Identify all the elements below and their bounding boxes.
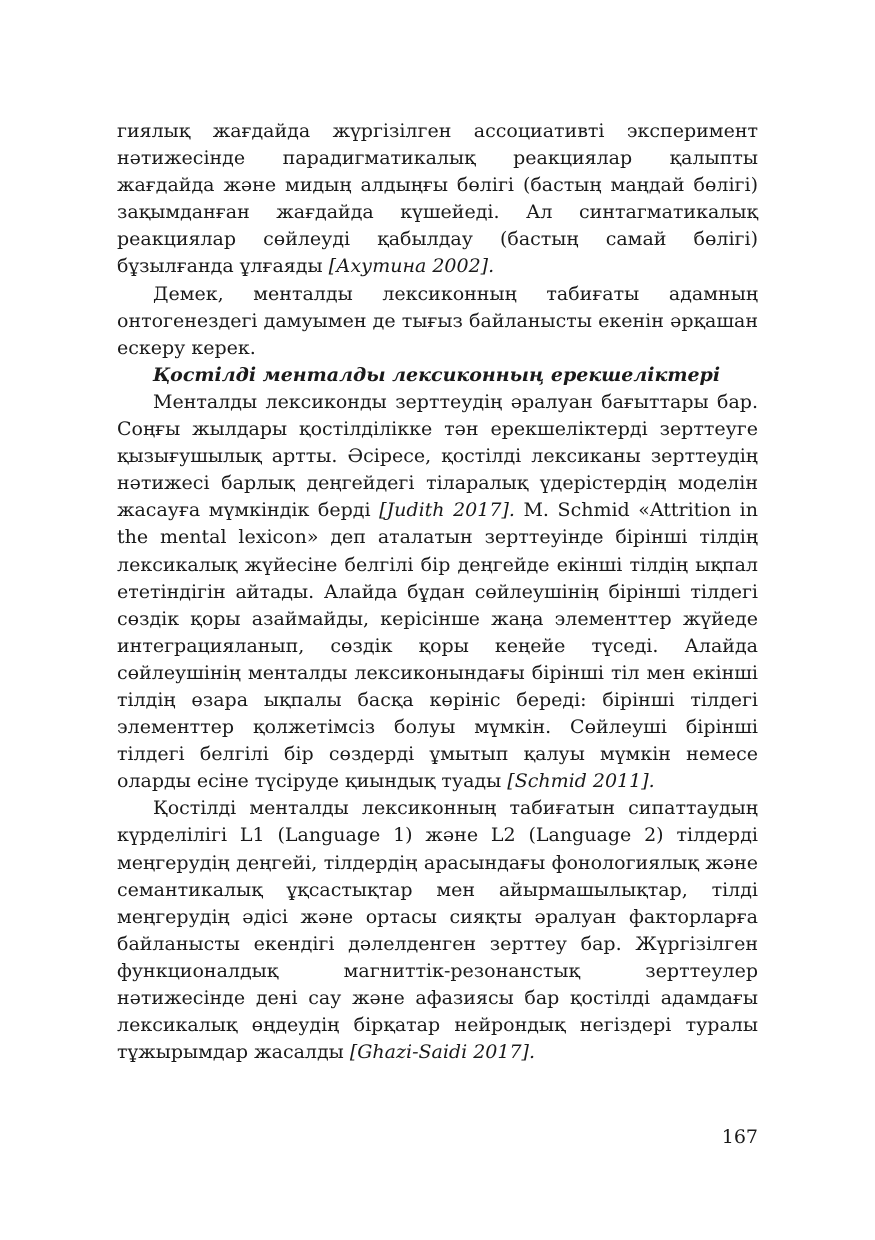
paragraph-text: Қостілді менталды лексиконның табиғатын сипаттаудың күрделілігі L1 (Language 1) және L2 (Language 2) тілдерді меңгерудің деңгейі, тілдердің арасындағы фонологиялық және семантикалық ұқсастықтар мен айырмашылықтар, тілді меңгерудің әдісі және ортасы сияқты әралуан факторларға байланысты екендігі дәлелденген зерттеу бар. Жүргізілген функционалдық магниттік-резонанстық зерттеулер нәтижесінде дені сау және афазиясы бар қостілді адамдағы лексикалық өңдеудің бірқатар нейрондық негіздері туралы тұжырымдар жасалды (117, 797, 758, 1064)
paragraph-text: Демек, менталды лексиконның табиғаты адамның онтогенездегі дамуымен де тығыз байланысты екенін әрқашан ескеру керек. (117, 282, 758, 359)
page-body (117, 118, 758, 1178)
paragraph-text: M. Schmid «Attrition in the mental lexicon» деп аталатын зерттеуінде бірінші тілдің лексикалық жүйесіне белгілі бір деңгейде екінші тілдің ықпал ететіндігін айтады. Алайда бұдан сөйлеушінің бірінші тілдегі сөздік қоры азаймайды, керісінше жаңа элементтер жүйеде интеграцияланып, сөздік қоры кеңейе түседі. Алайда сөйлеушінің менталды лексиконындағы бірінші тіл мен екінші тілдің өзара ықпалы басқа көрініс береді: бірінші тілдегі элементтер қолжетімсіз болуы мүмкін. Сөйлеуші бірінші тілдегі белгілі бір сөздерді ұмытып қалуы мүмкін немесе оларды есіне түсіруде қиындық туады (117, 499, 758, 793)
citation: [Ghazi-Saidi 2017]. (349, 1041, 536, 1064)
paragraph-text: Менталды лексиконды зерттеудің әралуан бағыттары бар. Соңғы жылдары қостілділікке тән ерекшеліктерді зерттеуге қызығушылық артты. Әсіресе, қостілді лексиканы зерттеудің нәтижесі барлық деңгейдегі тіларалық үдерістердің моделін жасауға мүмкіндік берді (117, 390, 758, 522)
section-heading: Қостілді менталды лексиконның ерекшеліктері (153, 363, 721, 386)
citation: [Ахутина 2002]. (328, 255, 495, 278)
paragraph (117, 281, 758, 362)
paragraph (117, 389, 758, 795)
citation: [Schmid 2011]. (507, 770, 655, 793)
paragraph-continued (117, 118, 758, 281)
paragraph-text: гиялық жағдайда жүргізілген ассоциативті эксперимент нәтижесінде парадигматикалық реакциялар қалыпты жағдайда және мидың алдыңғы бөлігі (бастың маңдай бөлігі) зақымданған жағдайда күшейеді. Ал синтагматикалық реакциялар сөйлеуді қабылдау (бастың самай бөлігі) бұзылғанда ұлғаяды (117, 120, 758, 278)
page-number: 167 (721, 1126, 758, 1148)
paragraph (117, 795, 758, 1066)
citation: [Judith 2017]. (379, 499, 515, 522)
